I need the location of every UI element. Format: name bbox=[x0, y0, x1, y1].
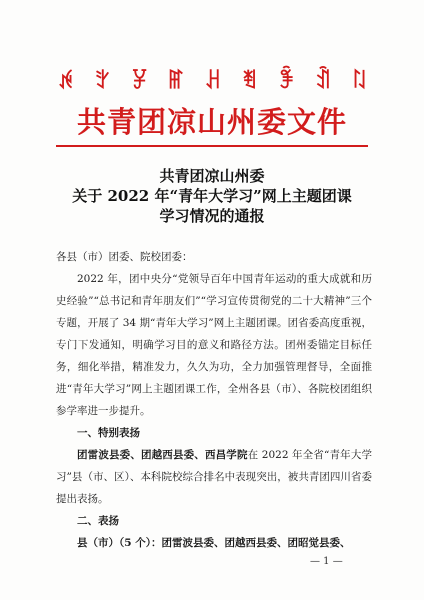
yi-glyph: ꂵ bbox=[168, 69, 185, 93]
notice-title bbox=[0, 166, 424, 226]
notice-title-line: 学习情况的通报 bbox=[159, 207, 265, 225]
yi-glyph: ꊇ bbox=[278, 69, 295, 93]
body-paragraph: 县（市）（5 个）：团雷波县委、团越西县委、团昭觉县委、 bbox=[77, 537, 351, 549]
section-heading: 二、表扬 bbox=[77, 515, 119, 527]
yi-glyph: ꉌ bbox=[58, 69, 75, 93]
notice-title-line: 关于 2022 年“青年大学习”网上主题团课 bbox=[72, 187, 352, 205]
paragraph-text: 在 2022 年全省“青年大学习”县（市、区）、本科院校综合排名中表现突出，被共青团四川省委提出表扬。 bbox=[56, 449, 373, 505]
section-heading: 一、特别表扬 bbox=[77, 427, 140, 439]
body-paragraph bbox=[56, 444, 372, 510]
document-body bbox=[56, 246, 372, 554]
yi-glyph: ꄮ bbox=[241, 69, 258, 93]
notice-title-line: 共青团凉山州委 bbox=[159, 167, 265, 185]
yi-glyph: ꐯ bbox=[131, 69, 148, 93]
red-divider bbox=[56, 145, 368, 147]
yi-glyph: ꃅ bbox=[204, 69, 222, 93]
yi-glyph: ꇬ bbox=[94, 69, 112, 93]
page-number: — 1 — bbox=[310, 556, 343, 567]
praised-units: 团雷波县委、团越西县委、西昌学院 bbox=[77, 449, 248, 461]
salutation: 各县（市）团委、院校团委： bbox=[56, 251, 193, 263]
yi-glyph: ꀉ bbox=[314, 69, 332, 93]
yi-script-header bbox=[58, 66, 368, 94]
organization-title: 共青团凉山州委文件 bbox=[76, 105, 347, 139]
body-paragraph: 2022 年，团中央分“党领导百年中国青年运动的重大成就和历史经验”“总书记和青年朋友们”“学习宣传贯彻党的二十大精神”三个专题，开展了 34 期“青年大学习”网上主题团课。团省委高度重视，专门下发通知，明确学习目的意义和路径方法。团州委锚定目标任务，细化举措，精准发力，久久为功，全力加强管理督导，全面推进“青年大学习”网上主题团课工作，全州各县（市）、各院校团组织参学率进一步提升。 bbox=[56, 273, 372, 417]
yi-glyph: ꇁ bbox=[351, 69, 368, 93]
